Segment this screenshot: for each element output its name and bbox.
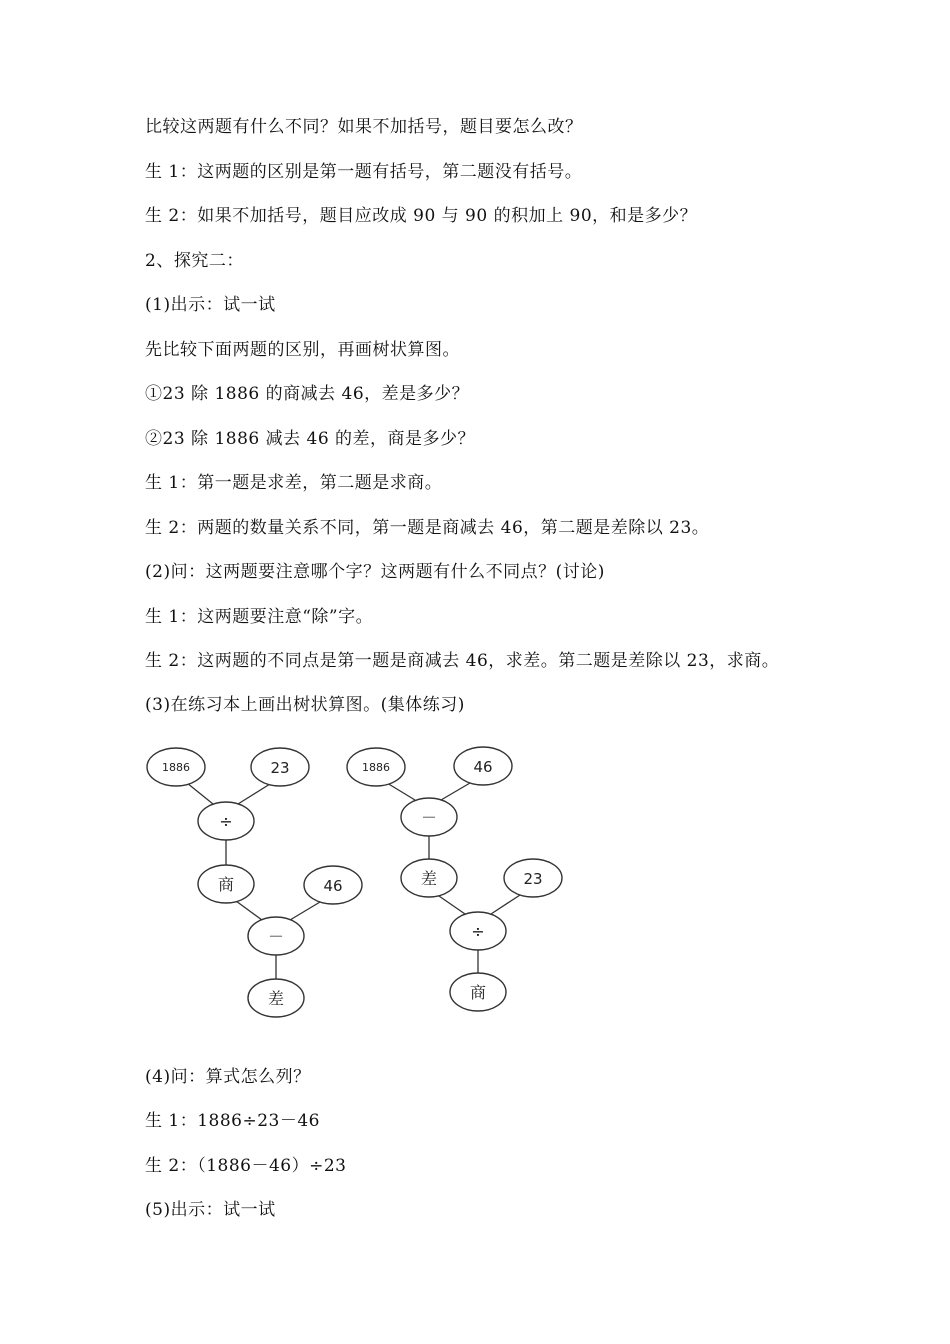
text-line-1: 比较这两题有什么不同？如果不加括号，题目要怎么改？ (145, 117, 583, 137)
left-node-23 (251, 748, 309, 786)
left-node-difference (248, 979, 304, 1017)
right-node-1886 (347, 748, 405, 786)
svg-text:1886: 1886 (362, 761, 390, 774)
svg-text:商: 商 (469, 983, 487, 1002)
right-node-divide (450, 912, 506, 950)
svg-text:÷: ÷ (219, 812, 233, 831)
svg-text:－: － (267, 927, 285, 946)
svg-text:－: － (420, 808, 438, 827)
equation-1: 生 1：1886÷23－46 (145, 1111, 320, 1131)
text-line-12: 生 1：这两题要注意“除”字。 (145, 607, 374, 627)
text-line-10: 生 2：两题的数量关系不同，第一题是商减去 46，第二题是差除以 23。 (145, 518, 710, 538)
svg-text:23: 23 (523, 870, 543, 888)
text-line-13: 生 2：这两题的不同点是第一题是商减去 46，求差。第二题是差除以 23，求商。 (145, 651, 780, 671)
right-node-minus (401, 798, 457, 836)
problem-2: ②23 除 1886 减去 46 的差，商是多少？ (145, 429, 476, 449)
text-line-6: 先比较下面两题的区别，再画树状算图。 (145, 340, 460, 360)
text-line-5: (1)出示：试一试 (145, 295, 276, 315)
text-line-18: (5)出示：试一试 (145, 1200, 276, 1220)
left-node-minus (248, 917, 304, 955)
right-node-difference (401, 859, 457, 897)
left-node-quotient (198, 865, 254, 903)
text-line-14: (3)在练习本上画出树状算图。(集体练习) (145, 695, 465, 715)
text-line-15: (4)问：算式怎么列？ (145, 1067, 311, 1087)
right-node-23 (504, 859, 562, 897)
text-line-9: 生 1：第一题是求差，第二题是求商。 (145, 473, 443, 493)
left-node-1886 (147, 748, 205, 786)
left-node-divide (198, 802, 254, 840)
section-heading: 2、探究二： (145, 251, 244, 271)
svg-text:差: 差 (267, 989, 285, 1008)
text-line-3: 生 2：如果不加括号，题目应改成 90 与 90 的积加上 90，和是多少？ (145, 206, 698, 226)
svg-text:商: 商 (217, 875, 235, 894)
problem-1: ①23 除 1886 的商减去 46，差是多少？ (145, 384, 470, 404)
equation-2: 生 2：（1886－46）÷23 (145, 1156, 347, 1176)
svg-text:46: 46 (323, 877, 343, 895)
text-line-2: 生 1：这两题的区别是第一题有括号，第二题没有括号。 (145, 162, 583, 182)
right-node-quotient (450, 973, 506, 1011)
svg-text:46: 46 (473, 758, 493, 776)
right-node-46 (454, 747, 512, 785)
left-node-46 (304, 866, 362, 904)
svg-text:1886: 1886 (162, 761, 190, 774)
svg-text:23: 23 (270, 759, 290, 777)
text-line-11: (2)问：这两题要注意哪个字？这两题有什么不同点？(讨论) (145, 562, 605, 582)
svg-text:÷: ÷ (471, 922, 485, 941)
svg-text:差: 差 (420, 869, 438, 888)
